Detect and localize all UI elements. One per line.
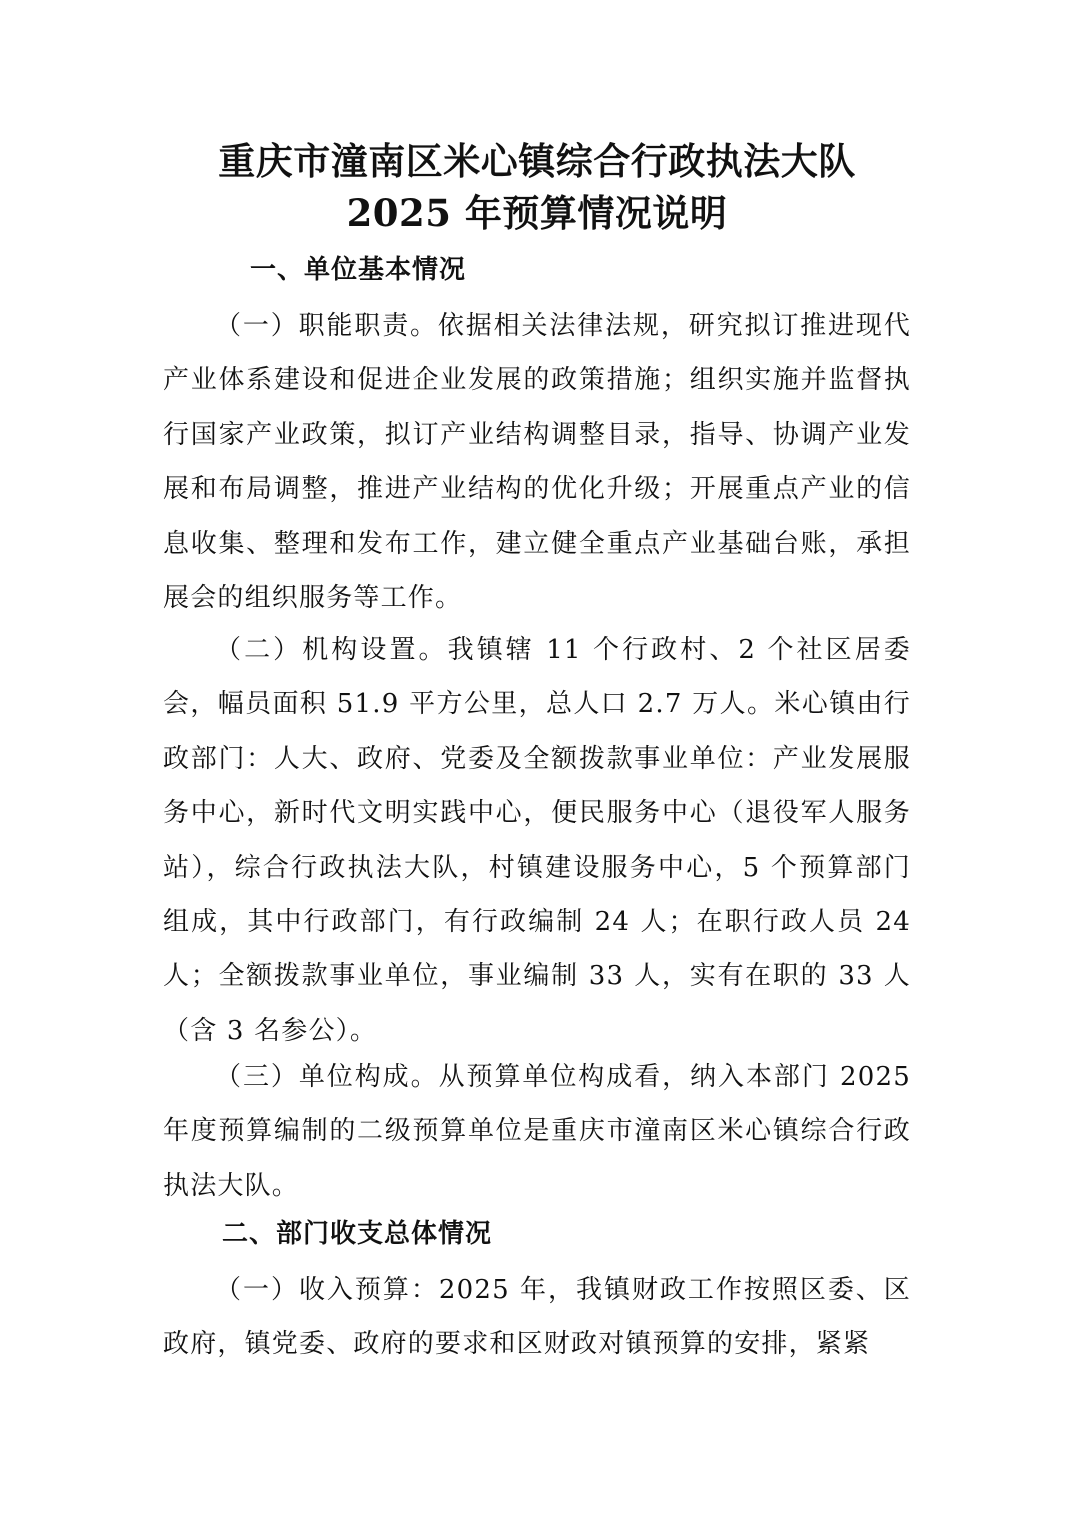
section-heading-basic-info: 一、单位基本情况: [250, 255, 467, 285]
paragraph-unit-composition: （三）单位构成。从预算单位构成看，纳入本部门 2025 年度预算编制的二级预算单位是重庆市潼南区米心镇综合行政执法大队。: [163, 1062, 911, 1201]
paragraph-functions-duties: （一）职能职责。依据相关法律法规，研究拟订推进现代产业体系建设和促进企业发展的政策措施；组织实施并监督执行国家产业政策，拟订产业结构调整目录，指导、协调产业发展和布局调整，推进产业结构的优化升级；开展重点产业的信息收集、整理和发布工作，建立健全重点产业基础台账，承担展会的组织服务等工作。: [163, 311, 911, 614]
paragraph-income-budget: （一）收入预算：2025 年，我镇财政工作按照区委、区政府，镇党委、政府的要求和区财政对镇预算的安排，紧紧: [163, 1275, 911, 1360]
paragraph-organization-setup: （二）机构设置。我镇辖 11 个行政村、2 个社区居委会，幅员面积 51.9 平方公里，总人口 2.7 万人。米心镇由行政部门：人大、政府、党委及全额拨款事业单位：产业发展服务中心，新时代文明实践中心，便民服务中心（退役军人服务站），综合行政执法大队，村镇建设服务中心，5 个预算部门组成，其中行政部门，有行政编制 24 人；在职行政人员 24 人；全额拨款事业单位，事业编制 33 人，实有在职的 33 人（含 3 名参公）。: [163, 635, 911, 1046]
section-heading-budget-overview: 二、部门收支总体情况: [222, 1219, 493, 1249]
document-title-line-1: 重庆市潼南区米心镇综合行政执法大队: [218, 139, 856, 183]
document-title-line-2: 2025 年预算情况说明: [346, 191, 728, 235]
